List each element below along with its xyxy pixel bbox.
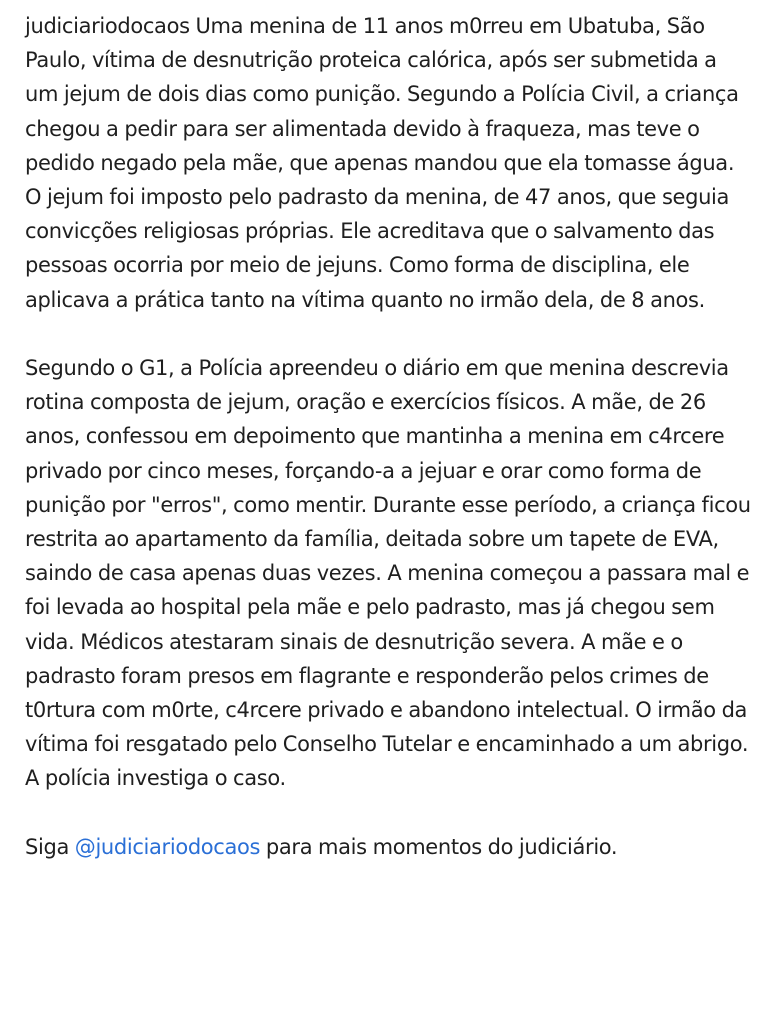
follow-prefix: Siga (25, 834, 75, 859)
follow-line (25, 830, 755, 864)
post-caption (25, 9, 755, 864)
follow-suffix: para mais momentos do judiciário. (260, 834, 618, 859)
caption-paragraph-2: Segundo o G1, a Polícia apreendeu o diário em que menina descrevia rotina composta de jejum, oração e exercícios físicos. A mãe, de 26 anos, confessou em depoimento que mantinha a menina em c4rcere privado por cinco meses, forçando-a a jejuar e orar como forma de punição por "erros", como mentir. Durante esse período, a criança ficou restrita ao apartamento da família, deitada sobre um tapete de EVA, saindo de casa apenas duas vezes. A menina começou a passara mal e foi levada ao hospital pela mãe e pelo padrasto, mas já chegou sem vida. Médicos atestaram sinais de desnutrição severa. A mãe e o padrasto foram presos em flagrante e responderão pelos crimes de t0rtura com m0rte, c4rcere privado e abandono intelectual. O irmão da vítima foi resgatado pelo Conselho Tutelar e encaminhado a um abrigo. A polícia investiga o caso. (25, 356, 751, 791)
top-cutoff-strip (0, 0, 776, 4)
caption-paragraph-1: judiciariodocaos Uma menina de 11 anos m0rreu em Ubatuba, São Paulo, vítima de desnutrição proteica calórica, após ser submetida a um jejum de dois dias como punição. Segundo a Polícia Civil, a criança chegou a pedir para ser alimentada devido à fraqueza, mas teve o pedido negado pela mãe, que apenas mandou que ela tomasse água. O jejum foi imposto pelo padrasto da menina, de 47 anos, que seguia convicções religiosas próprias. Ele acreditava que o salvamento das pessoas ocorria por meio de jejuns. Como forma de disciplina, ele aplicava a prática tanto na vítima quanto no irmão dela, de 8 anos. (25, 14, 739, 312)
profile-mention-link[interactable]: @judiciariodocaos (74, 834, 261, 859)
paragraph-spacer (25, 317, 755, 351)
paragraph-spacer (25, 796, 755, 830)
